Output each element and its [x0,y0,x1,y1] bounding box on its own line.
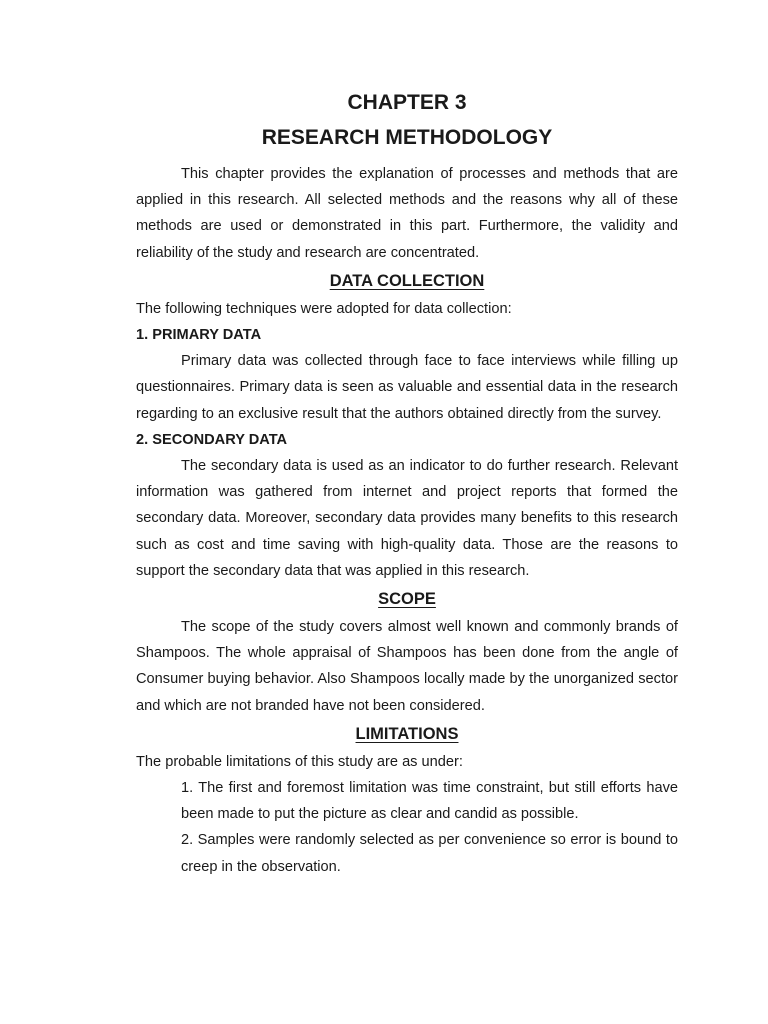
scope-paragraph: The scope of the study covers almost well known and commonly brands of Shampoos. The whole appraisal of Shampoos has been done from the angle of Consumer buying behavior. Also Shampoos locally made by the unorganized sector and which are not branded have not been considered. [136,619,678,714]
document-page [136,88,678,880]
section-heading-scope [136,586,678,612]
chapter-number: CHAPTER 3 [347,91,467,114]
list-item: 1. The first and foremost limitation was time constraint, but still efforts have been made to put the picture as clear and candid as possible. [181,780,678,823]
chapter-title: RESEARCH METHODOLOGY [261,126,553,149]
secondary-data-heading: 2. SECONDARY DATA [136,431,288,448]
secondary-data-paragraph: The secondary data is used as an indicator to do further research. Relevant information was gathered from internet and project reports that formed the secondary data. Moreover, secondary data provides many benefits to this research such as cost and time saving with high-quality data. Those are the reasons to support the secondary data that was applied in this research. [136,458,678,579]
list-item: 2. Samples were randomly selected as per convenience so error is bound to creep in the observation. [181,832,678,875]
data-collection-heading-text: DATA COLLECTION [329,271,485,290]
section-heading-limitations [136,721,678,747]
limitations-heading-text: LIMITATIONS [355,724,459,743]
data-collection-lead: The following techniques were adopted for data collection: [136,300,512,317]
section-heading-data-collection [136,268,678,294]
primary-data-heading: 1. PRIMARY DATA [136,327,262,344]
limitations-lead: The probable limitations of this study are as under: [136,753,463,770]
intro-paragraph: This chapter provides the explanation of processes and methods that are applied in this research. All selected methods and the reasons why all of these methods are used or demonstrated in this part. Furthermore, the validity and reliability of the study and research are concentrated. [136,166,678,261]
limitations-list [181,775,678,880]
primary-data-paragraph: Primary data was collected through face to face interviews while filling up questionnaires. Primary data is seen as valuable and essential data in the research regarding to an exclusive result that the authors obtained directly from the survey. [136,353,678,422]
scope-heading-text: SCOPE [378,590,436,609]
